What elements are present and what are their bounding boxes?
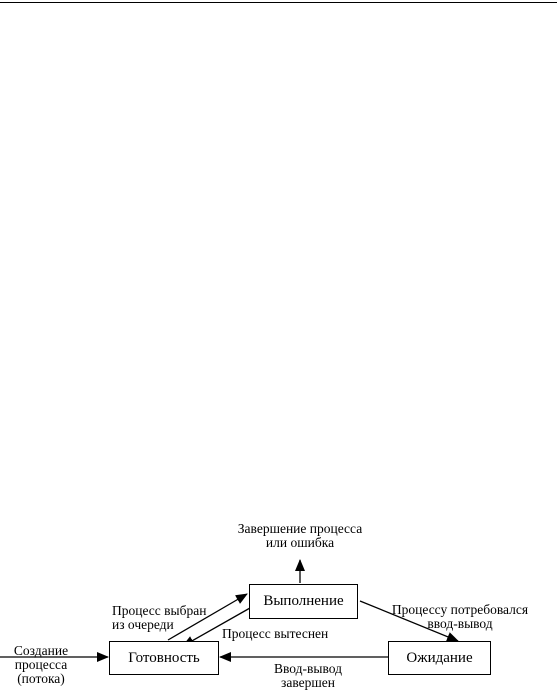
label-termination-line2: или ошибка — [265, 535, 335, 550]
state-running — [249, 584, 358, 619]
label-create-line2: процесса — [14, 657, 68, 672]
label-create — [2, 644, 80, 686]
label-io-request — [380, 603, 540, 631]
label-selected-line1: Процесс выбран — [112, 603, 207, 618]
label-io-done — [253, 662, 363, 690]
label-preempted-line1: Процесс вытеснен — [222, 626, 329, 641]
label-io-done-line1: Ввод-вывод — [274, 661, 342, 676]
label-termination — [220, 522, 380, 550]
label-create-line3: (потока) — [17, 671, 65, 686]
label-selected-line2: из очереди — [112, 617, 174, 632]
label-io-request-line2: ввод-вывод — [427, 616, 493, 631]
state-running-label: Выполнение — [263, 593, 344, 609]
label-create-line1: Создание — [13, 643, 69, 658]
label-io-done-line2: завершен — [281, 675, 335, 690]
label-preempted — [222, 627, 328, 641]
state-waiting — [388, 641, 491, 675]
label-selected — [112, 604, 206, 632]
label-io-request-line1: Процессу потребовался — [391, 602, 529, 617]
state-ready-label: Готовность — [128, 649, 200, 666]
label-termination-line1: Завершение процесса — [237, 521, 363, 536]
state-ready — [109, 641, 219, 675]
state-waiting-label: Ожидание — [406, 649, 473, 666]
